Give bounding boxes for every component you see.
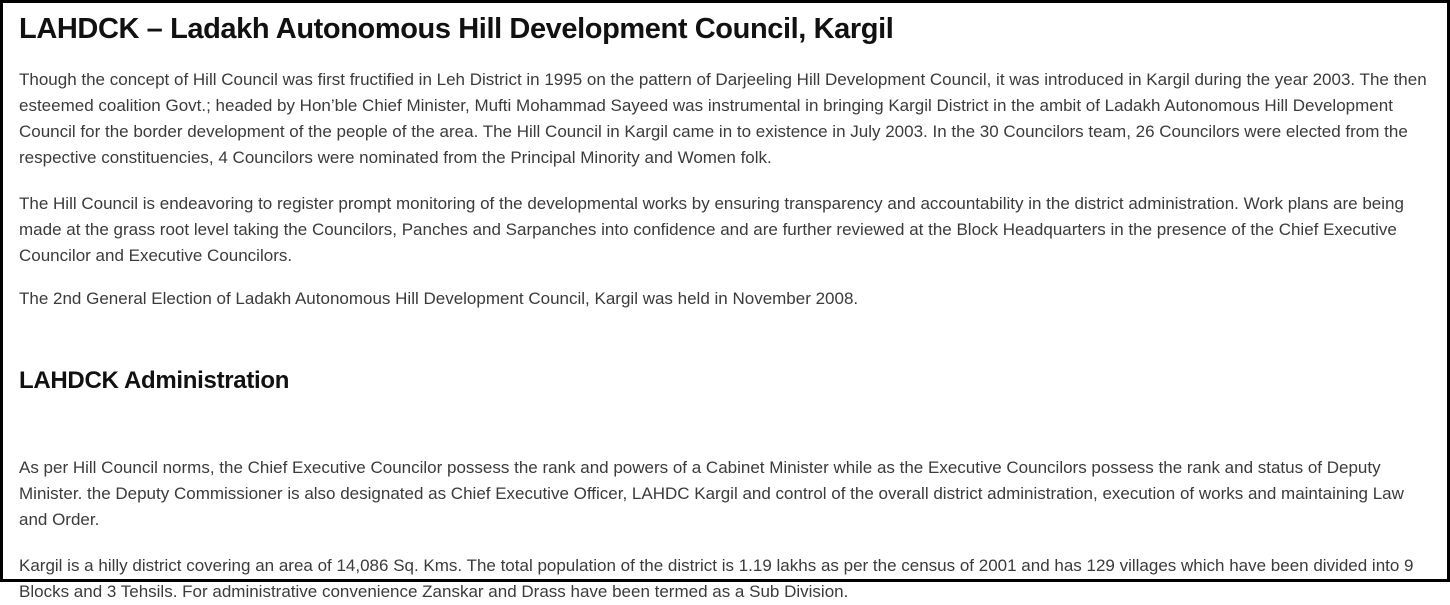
administration-paragraph-2: Kargil is a hilly district covering an area of 14,086 Sq. Kms. The total population of the district is 1.19 lakhs as per the census of 2001 and has 129 villages which have been divided into 9 Blocks and 3 Tehsils. For administrative convenience Zanskar and Drass have been termed as a Sub Division. [19, 555, 1414, 601]
page-title: LAHDCK – Ladakh Autonomous Hill Development Council, Kargil [19, 13, 894, 45]
intro-paragraph-2: The Hill Council is endeavoring to register prompt monitoring of the developmental works by ensuring transparency and accountability in the district administration. Work plans are being made at the grass root level taking the Councilors, Panches and Sarpanches into confidence and are further reviewed at the Block Headquarters in the presence of the Chief Executive Councilor and Executive Councilors. [19, 193, 1404, 265]
section-heading-administration: LAHDCK Administration [19, 366, 290, 394]
administration-paragraph-1: As per Hill Council norms, the Chief Executive Councilor possess the rank and powers of a Cabinet Minister while as the Executive Councilors possess the rank and status of Deputy Minister. the Deputy Commissioner is also designated as Chief Executive Officer, LAHDC Kargil and control of the overall district administration, execution of works and maintaining Law and Order. [19, 457, 1404, 529]
intro-paragraph-1: Though the concept of Hill Council was first fructified in Leh District in 1995 on the pattern of Darjeeling Hill Development Council, it was introduced in Kargil during the year 2003. The then esteemed coalition Govt.; headed by Hon’ble Chief Minister, Mufti Mohammad Sayeed was instrumental in bringing Kargil District in the ambit of Ladakh Autonomous Hill Development Council for the border development of the people of the area. The Hill Council in Kargil came in to existence in July 2003. In the 30 Councilors team, 26 Councilors were elected from the respective constituencies, 4 Councilors were nominated from the Principal Minority and Women folk. [19, 69, 1427, 167]
content-area [3, 3, 1447, 605]
intro-paragraph-3: The 2nd General Election of Ladakh Autonomous Hill Development Council, Kargil was held in November 2008. [19, 288, 859, 308]
